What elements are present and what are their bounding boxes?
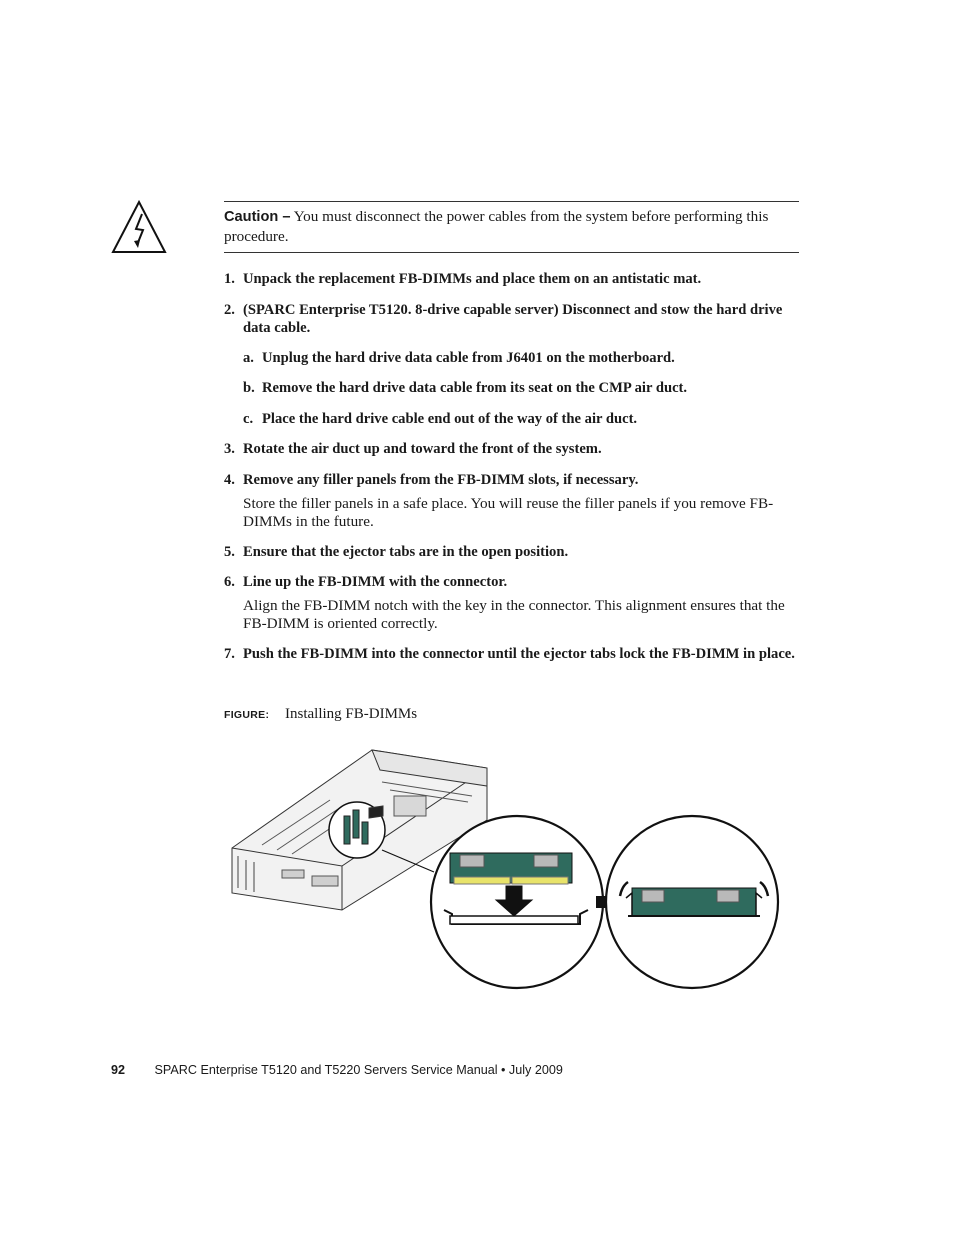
step-5: 5. Ensure that the ejector tabs are in the open position. (224, 544, 569, 560)
step-4-note: Store the filler panels in a safe place. You will reuse the filler panels if you remove FB-DIMMs in the future. (243, 495, 774, 530)
electrical-hazard-icon (111, 199, 167, 255)
step-6-note: Align the FB-DIMM notch with the key in the connector. This alignment ensures that the FB-DIMM is oriented correctly. (243, 597, 785, 632)
fb-dimm-installation-illustration (222, 738, 782, 1000)
caution-label: Caution – (224, 209, 291, 225)
zoom-circle-insert (431, 816, 603, 988)
step-2: 2. (SPARC Enterprise T5120. 8-drive capable server) Disconnect and stow the hard drive data cable. (224, 302, 783, 336)
page-footer (111, 1063, 563, 1077)
step-1: 1. Unpack the replacement FB-DIMMs and place them on an antistatic mat. (224, 271, 702, 287)
footer-text: SPARC Enterprise T5120 and T5220 Servers Service Manual • July 2009 (154, 1063, 563, 1077)
step-6: 6. Line up the FB-DIMM with the connector. (224, 574, 508, 590)
step-3: 3. Rotate the air duct up and toward the front of the system. (224, 441, 602, 457)
figure-label: FIGURE: (224, 709, 270, 721)
figure-title: Installing FB-DIMMs (285, 706, 418, 722)
procedure-steps (224, 270, 799, 663)
figure-caption (224, 706, 417, 723)
step-2c: c. Place the hard drive cable end out of the way of the air duct. (243, 411, 638, 427)
page-number: 92 (111, 1063, 126, 1077)
step-2a: a. Unplug the hard drive data cable from J6401 on the motherboard. (243, 350, 675, 366)
step-2b: b. Remove the hard drive data cable from its seat on the CMP air duct. (243, 380, 688, 396)
caution-text: You must disconnect the power cables from the system before performing this procedure. (224, 208, 769, 245)
zoom-circle-installed (606, 816, 778, 988)
step-7: 7. Push the FB-DIMM into the connector until the ejector tabs lock the FB-DIMM in place. (224, 646, 795, 662)
caution-notice (224, 201, 799, 253)
step-4: 4. Remove any filler panels from the FB-DIMM slots, if necessary. (224, 472, 639, 488)
